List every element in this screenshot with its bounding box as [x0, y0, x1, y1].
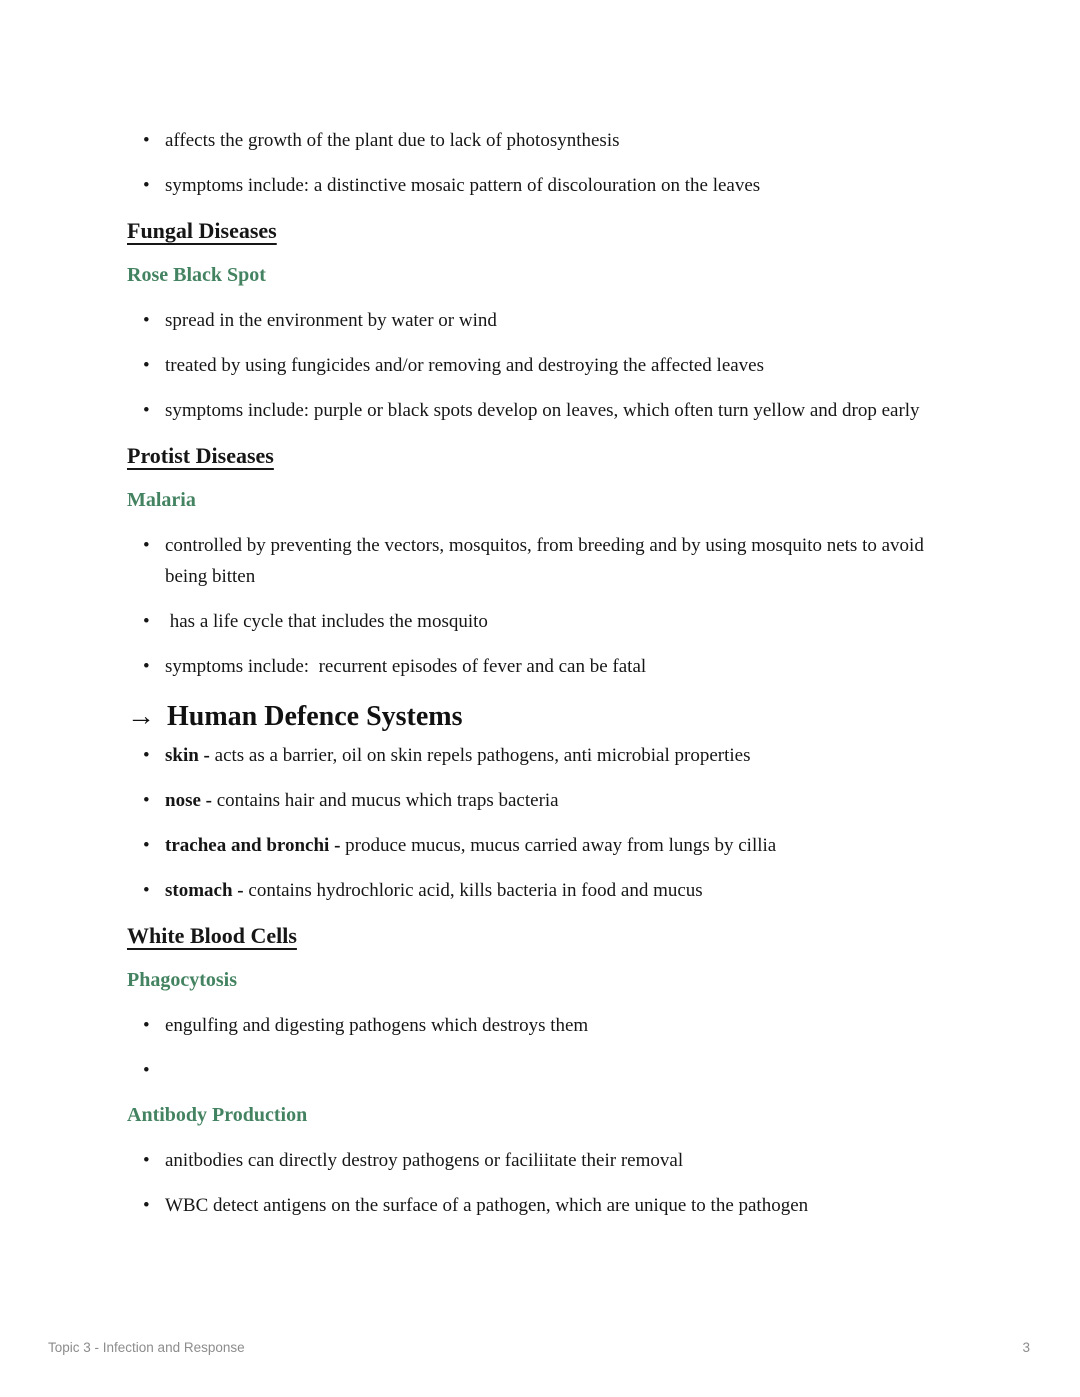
bullet-marker	[127, 350, 165, 381]
list-item-text: treated by using fungicides and/or removing and destroying the affected leaves	[165, 355, 765, 376]
list-item-text: symptoms include: a distinctive mosaic pattern of discolouration on the leaves	[165, 175, 761, 196]
subheading-rose-black-spot: Rose Black Spot	[127, 264, 266, 286]
list-item-lead: skin -	[165, 745, 210, 766]
list-item-text: engulfing and digesting pathogens which destroys them	[165, 1015, 589, 1036]
list-item-text: spread in the environment by water or wind	[165, 310, 497, 331]
list-item-text	[165, 1055, 935, 1086]
list-item	[127, 350, 935, 381]
list-item	[127, 125, 935, 156]
list-item	[127, 830, 935, 861]
subheading-phagocytosis: Phagocytosis	[127, 969, 237, 991]
list-item-text: affects the growth of the plant due to lack of photosynthesis	[165, 130, 620, 151]
list-item-text	[165, 740, 935, 771]
page-title-human-defence-systems	[127, 696, 935, 738]
list-item	[127, 305, 935, 336]
list-item-lead: stomach -	[165, 880, 244, 901]
bullet-marker	[127, 305, 165, 336]
list-item-rest: acts as a barrier, oil on skin repels pathogens, anti microbial properties	[209, 745, 751, 766]
list-item	[127, 395, 935, 426]
bullet-marker	[127, 1055, 165, 1086]
section-heading-protist-diseases: Protist Diseases	[127, 443, 274, 468]
list-item-rest: contains hair and mucus which traps bacteria	[211, 790, 559, 811]
bullet-marker	[127, 1145, 165, 1176]
list-item-empty	[127, 1055, 935, 1086]
page-number: 3	[1022, 1340, 1030, 1355]
bullet-marker	[127, 875, 165, 906]
list-item-lead: nose -	[165, 790, 212, 811]
list-item-rest: contains hydrochloric acid, kills bacteria in food and mucus	[243, 880, 703, 901]
list-item	[127, 740, 935, 771]
bullet-marker	[127, 785, 165, 816]
list-item-rest: produce mucus, mucus carried away from lungs by cillia	[340, 835, 777, 856]
list-item-text: symptoms include: purple or black spots develop on leaves, which often turn yellow and drop early	[165, 400, 920, 421]
list-item	[127, 875, 935, 906]
subheading-malaria: Malaria	[127, 489, 196, 511]
list-item-text: symptoms include: recurrent episodes of fever and can be fatal	[165, 656, 647, 677]
list-item-text: WBC detect antigens on the surface of a pathogen, which are unique to the pathogen	[165, 1195, 809, 1216]
section-heading-white-blood-cells: White Blood Cells	[127, 923, 297, 948]
section-heading-fungal-diseases: Fungal Diseases	[127, 218, 277, 243]
subheading-antibody-production: Antibody Production	[127, 1104, 308, 1126]
bullet-marker	[127, 395, 165, 426]
arrow-right-icon: →	[127, 701, 155, 732]
bullet-marker	[127, 125, 165, 156]
list-item	[127, 606, 935, 637]
bullet-marker	[127, 830, 165, 861]
list-item	[127, 785, 935, 816]
bullet-marker	[127, 170, 165, 201]
bullet-marker	[127, 530, 165, 592]
list-item-text	[165, 830, 935, 861]
list-item	[127, 1010, 935, 1041]
bullet-marker	[127, 1010, 165, 1041]
bullet-marker	[127, 740, 165, 771]
list-item-text	[165, 875, 935, 906]
list-item-text: has a life cycle that includes the mosquito	[165, 611, 488, 632]
list-item	[127, 530, 935, 592]
list-item	[127, 1145, 935, 1176]
bullet-marker	[127, 606, 165, 637]
list-item-text: anitbodies can directly destroy pathogens or faciliitate their removal	[165, 1150, 684, 1171]
list-item	[127, 170, 935, 201]
bullet-marker	[127, 651, 165, 682]
list-item-text: controlled by preventing the vectors, mosquitos, from breeding and by using mosquito nets to avoid being bitten	[165, 535, 929, 587]
footer-topic-label: Topic 3 - Infection and Response	[48, 1340, 245, 1355]
list-item	[127, 651, 935, 682]
list-item-lead: trachea and bronchi -	[165, 835, 341, 856]
list-item-text	[165, 785, 935, 816]
list-item	[127, 1190, 935, 1221]
page-footer	[48, 1340, 1030, 1355]
bullet-marker	[127, 1190, 165, 1221]
page-title-text: Human Defence Systems	[167, 701, 463, 732]
